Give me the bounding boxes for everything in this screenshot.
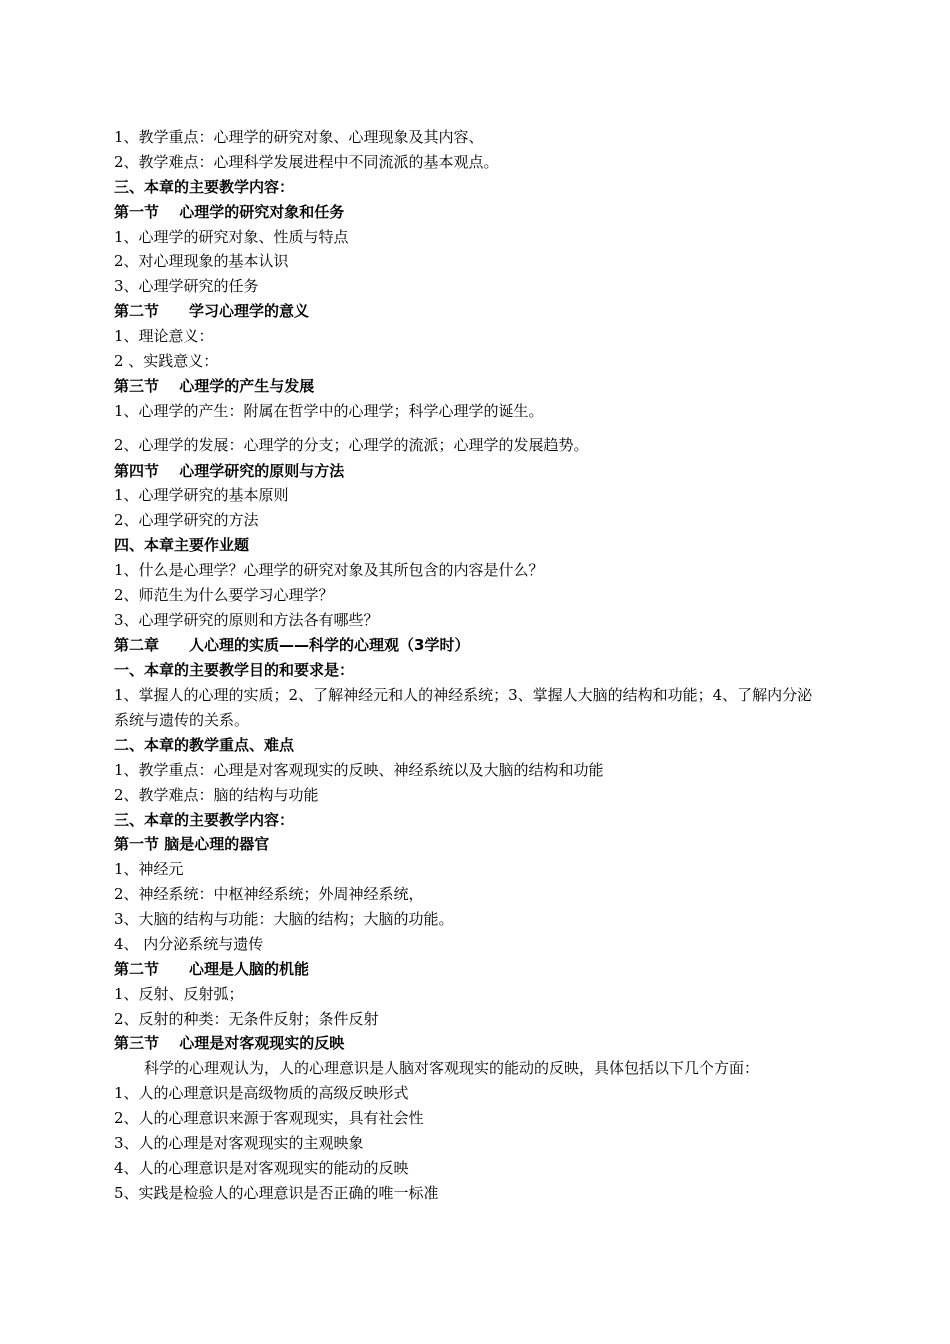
text-line: 4、人的心理意识是对客观现实的能动的反映 [114, 1159, 409, 1177]
text-line: 1、心理学的研究对象、性质与特点 [114, 228, 349, 246]
text-line: 3、心理学研究的任务 [114, 277, 259, 295]
subsection-heading: 第三节 心理学的产生与发展 [114, 377, 315, 395]
text-line: 系统与遗传的关系。 [114, 711, 250, 729]
text-line: 4、 内分泌系统与遗传 [114, 935, 264, 953]
text-line: 1、教学重点：心理学的研究对象、心理现象及其内容、 [114, 128, 484, 146]
text-line: 2、神经系统：中枢神经系统；外周神经系统， [114, 885, 424, 903]
text-line: 2、心理学的发展：心理学的分支；心理学的流派；心理学的发展趋势。 [114, 436, 589, 454]
section-heading: 三、本章的主要教学内容： [114, 811, 295, 829]
subsection-heading: 第一节 心理学的研究对象和任务 [114, 203, 345, 221]
text-line: 1、反射、反射弧； [114, 985, 244, 1003]
text-line: 1、人的心理意识是高级物质的高级反映形式 [114, 1084, 409, 1102]
text-line: 1、教学重点：心理是对客观现实的反映、神经系统以及大脑的结构和功能 [114, 761, 604, 779]
subsection-heading: 第一节 脑是心理的器官 [114, 835, 270, 853]
text-line: 2 、实践意义： [114, 352, 219, 370]
text-line: 1、什么是心理学？心理学的研究对象及其所包含的内容是什么？ [114, 561, 544, 579]
text-line: 3、心理学研究的原则和方法各有哪些？ [114, 611, 379, 629]
text-line: 1、掌握人的心理的实质；2、了解神经元和人的神经系统；3、掌握人大脑的结构和功能；4、了解内分泌 [114, 686, 813, 704]
text-line: 2、教学难点：心理科学发展进程中不同流派的基本观点。 [114, 153, 499, 171]
section-heading: 四、本章主要作业题 [114, 536, 250, 554]
subsection-heading: 第二节 心理是人脑的机能 [114, 960, 310, 978]
text-line: 2、人的心理意识来源于客观现实，具有社会性 [114, 1109, 424, 1127]
text-line: 2、心理学研究的方法 [114, 511, 259, 529]
text-line: 3、大脑的结构与功能：大脑的结构；大脑的功能。 [114, 910, 454, 928]
subsection-heading: 第三节 心理是对客观现实的反映 [114, 1034, 345, 1052]
section-heading: 二、本章的教学重点、难点 [114, 736, 295, 754]
text-line: 1、心理学的产生：附属在哲学中的心理学；科学心理学的诞生。 [114, 402, 544, 420]
paragraph: 科学的心理观认为，人的心理意识是人脑对客观现实的能动的反映，具体包括以下几个方面： [114, 1059, 760, 1077]
subsection-heading: 第二节 学习心理学的意义 [114, 302, 310, 320]
text-line: 1、心理学研究的基本原则 [114, 486, 289, 504]
text-line: 5、实践是检验人的心理意识是否正确的唯一标准 [114, 1184, 439, 1202]
text-line: 2、师范生为什么要学习心理学？ [114, 586, 334, 604]
section-heading: 一、本章的主要教学目的和要求是： [114, 661, 355, 679]
chapter-heading: 第二章 人心理的实质——科学的心理观（3学时） [114, 636, 470, 654]
section-heading: 三、本章的主要教学内容： [114, 178, 295, 196]
text-line: 2、教学难点：脑的结构与功能 [114, 786, 319, 804]
subsection-heading: 第四节 心理学研究的原则与方法 [114, 462, 345, 480]
text-line: 2、对心理现象的基本认识 [114, 252, 289, 270]
text-line: 2、反射的种类：无条件反射；条件反射 [114, 1010, 379, 1028]
text-line: 1、神经元 [114, 860, 184, 878]
text-line: 3、人的心理是对客观现实的主观映象 [114, 1134, 364, 1152]
text-line: 1、理论意义： [114, 327, 214, 345]
